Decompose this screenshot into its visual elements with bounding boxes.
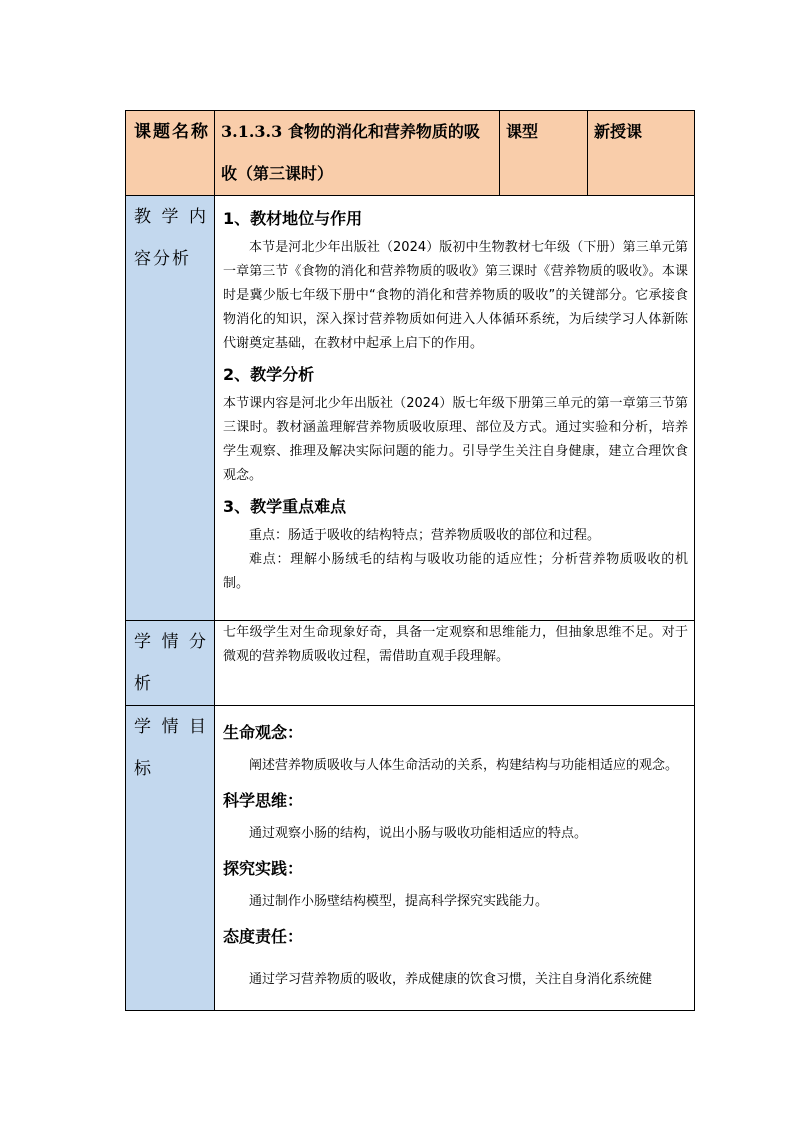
section-1-heading: 1、教材地位与作用 — [223, 209, 363, 228]
objective-1-text: 阐述营养物质吸收与人体生命活动的关系，构建结构与功能相适应的观念。 — [249, 758, 679, 773]
learner-analysis-text: 七年级学生对生命现象好奇，具备一定观察和思维能力，但抽象思维不足。对于微观的营养物质吸收过程，需借助直观手段理解。 — [223, 625, 688, 664]
objective-4-text: 通过学习营养物质的吸收，养成健康的饮食习惯，关注自身消化系统健 — [249, 972, 653, 987]
content-analysis-label: 教学内容分析 — [134, 207, 208, 269]
objectives-row — [126, 706, 695, 1011]
objective-3-text: 通过制作小肠壁结构模型，提高科学探究实践能力。 — [249, 894, 549, 909]
lesson-plan-table — [125, 110, 695, 1011]
header-row — [126, 111, 695, 196]
objectives-label: 学情目标 — [134, 717, 208, 779]
objective-4-heading: 态度责任： — [223, 927, 304, 946]
lesson-title: 3.1.3.3 食物的消化和营养物质的吸收（第三课时） — [221, 122, 480, 183]
learner-analysis-body — [215, 621, 695, 706]
objective-3-heading: 探究实践： — [223, 859, 304, 878]
topic-name-label: 课题名称 — [134, 122, 210, 142]
learner-analysis-row — [126, 621, 695, 706]
objective-2-heading: 科学思维： — [223, 791, 304, 810]
section-2-heading: 2、教学分析 — [223, 365, 315, 384]
lesson-type-label: 课型 — [506, 122, 539, 141]
learner-analysis-label-cell — [126, 621, 215, 706]
section-1-text: 本节是河北少年出版社（2024）版初中生物教材七年级（下册）第三单元第一章第三节《食物的消化和营养物质的吸收》第三课时《营养物质的吸收》。本课时是冀少版七年级下册中“食物的消化和营养物质的吸收”的关键部分。它承接食物消化的知识，深入探讨营养物质如何进入人体循环系统，为后续学习人体新陈代谢奠定基础，在教材中起承上启下的作用。 — [223, 240, 688, 351]
learner-analysis-label: 学情分析 — [134, 632, 208, 694]
header-label-cell — [126, 111, 215, 196]
key-points-text: 重点：肠适于吸收的结构特点；营养物质吸收的部位和过程。 — [249, 528, 601, 543]
section-2-text: 本节课内容是河北少年出版社（2024）版七年级下册第三单元的第一章第三节第三课时。教材涵盖理解营养物质吸收原理、部位及方式。通过实验和分析，培养学生观察、推理及解决实际问题的能力。引导学生关注自身健康，建立合理饮食观念。 — [223, 396, 688, 483]
content-analysis-label-cell — [126, 196, 215, 621]
objectives-body — [215, 706, 695, 1011]
lesson-type-value-cell — [588, 111, 695, 196]
header-title-cell — [215, 111, 500, 196]
content-analysis-row — [126, 196, 695, 621]
section-3-heading: 3、教学重点难点 — [223, 497, 347, 516]
difficult-points-text: 难点：理解小肠绒毛的结构与吸收功能的适应性；分析营养物质吸收的机制。 — [223, 552, 688, 591]
objective-1-heading: 生命观念： — [223, 723, 304, 742]
lesson-type-value: 新授课 — [594, 122, 643, 141]
content-analysis-body — [215, 196, 695, 621]
objectives-label-cell — [126, 706, 215, 1011]
objective-2-text: 通过观察小肠的结构，说出小肠与吸收功能相适应的特点。 — [249, 826, 588, 841]
lesson-type-label-cell — [500, 111, 588, 196]
